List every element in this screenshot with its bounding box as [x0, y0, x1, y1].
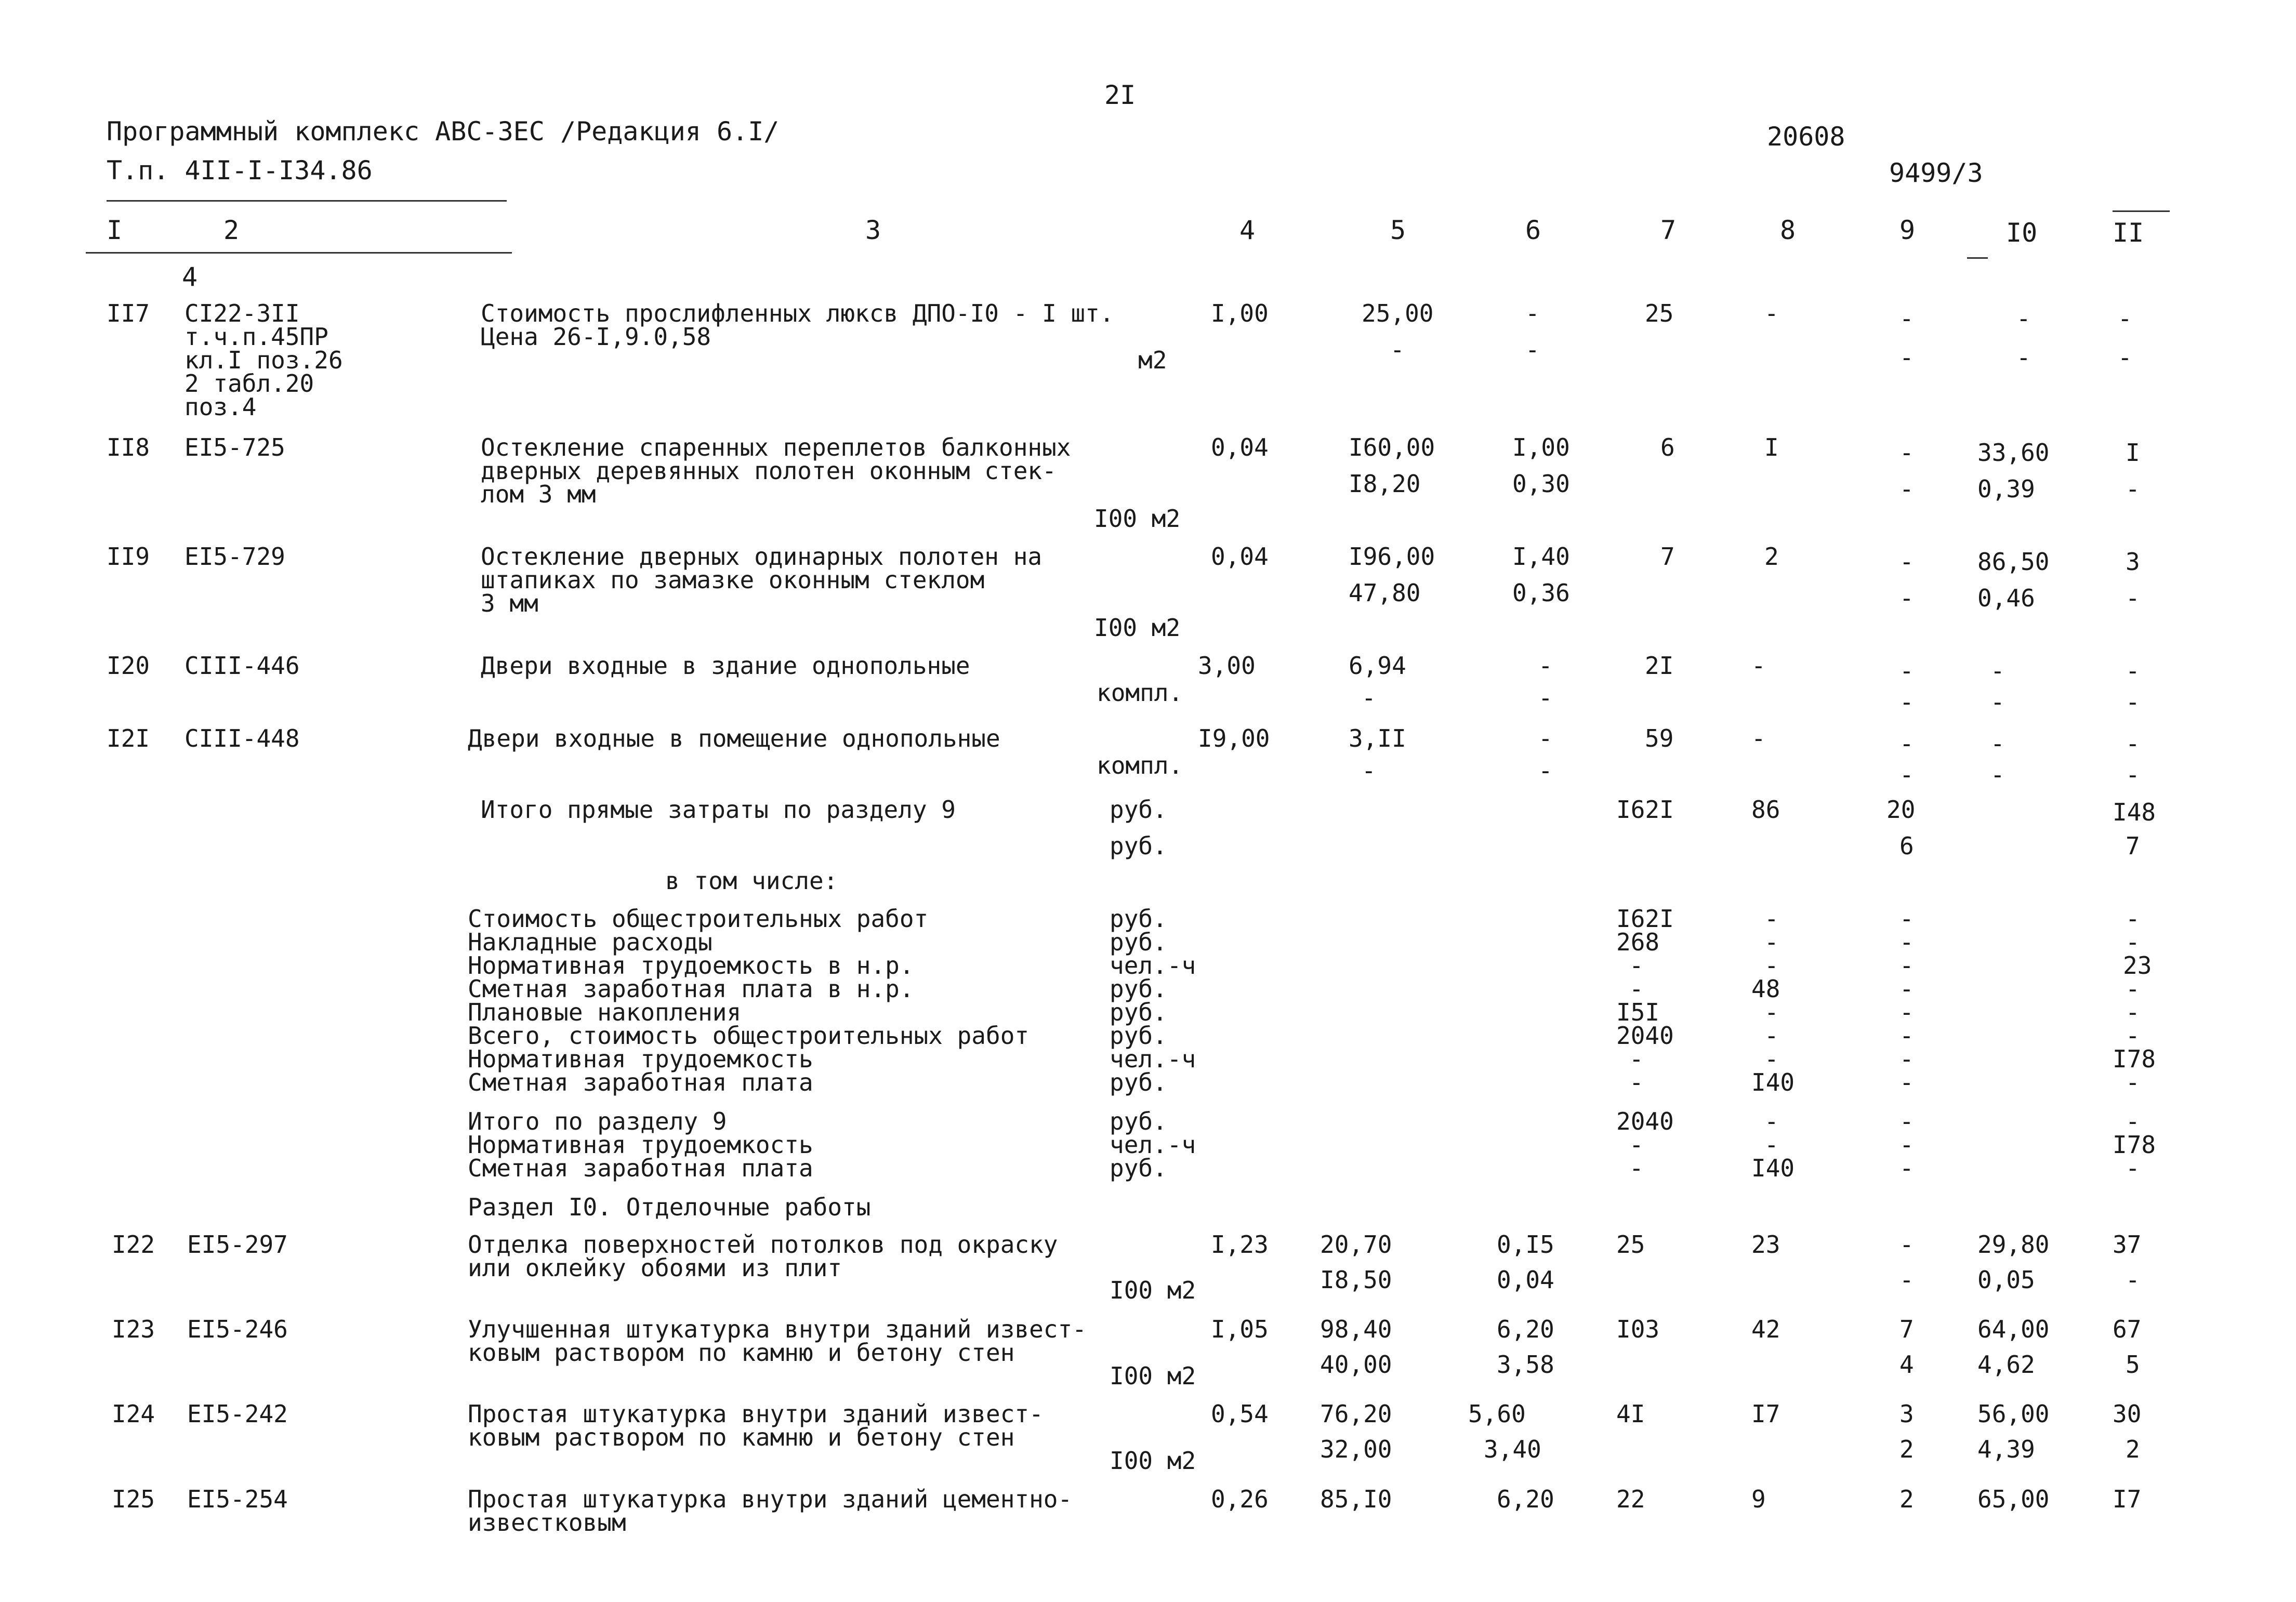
row-number: II9: [107, 542, 150, 571]
column-header: 2: [223, 215, 240, 245]
cell-col9: -: [1899, 688, 1914, 716]
row-number: I22: [112, 1230, 155, 1259]
column-header: I0: [2006, 218, 2038, 248]
cell-col5: I96,00: [1349, 542, 1435, 571]
summary-col7: I62I: [1616, 905, 1674, 933]
cell-col11: -: [2126, 657, 2140, 685]
cell-col5: -: [1362, 684, 1376, 712]
section-total-col11: -: [2126, 1107, 2140, 1135]
cell-col7: 59: [1645, 724, 1674, 752]
cell-col4: I,05: [1211, 1315, 1269, 1343]
row-code-detail: кл.I поз.26: [184, 346, 343, 374]
cell-col4: 0,04: [1211, 542, 1269, 571]
cell-col6: -: [1538, 652, 1553, 680]
row-unit: м2: [1138, 346, 1167, 374]
page-number: 2I: [1104, 80, 1136, 110]
cell-col6: -: [1538, 684, 1553, 712]
cell-col10: -: [2016, 304, 2031, 333]
totals-unit: руб.: [1110, 832, 1167, 860]
cell-col6: 0,30: [1512, 470, 1570, 498]
column-header: 4: [1239, 215, 1256, 245]
summary-col9: -: [1899, 975, 1914, 1003]
row-code: CIII-448: [184, 724, 300, 752]
summary-label: Сметная заработная плата: [468, 1068, 813, 1096]
summary-col7: -: [1629, 1045, 1644, 1073]
cell-col7: 4I: [1616, 1400, 1645, 1428]
summary-col8: -: [1764, 928, 1779, 956]
section-total-col9: -: [1899, 1154, 1914, 1182]
summary-unit: руб.: [1110, 905, 1167, 933]
section-total-col11: -: [2126, 1154, 2140, 1182]
cell-col11: 3: [2126, 548, 2140, 576]
section-total-col8: -: [1764, 1107, 1779, 1135]
cell-col5: 32,00: [1320, 1435, 1392, 1463]
cell-col10: 4,39: [1977, 1435, 2035, 1463]
row-code-detail: 2 табл.20: [184, 369, 314, 398]
summary-col7: 2040: [1616, 1022, 1674, 1050]
summary-col9: -: [1899, 1022, 1914, 1050]
summary-col11: -: [2126, 905, 2140, 933]
cell-col11: 30: [2113, 1400, 2142, 1428]
summary-col7: -: [1629, 975, 1644, 1003]
summary-col11: -: [2126, 975, 2140, 1003]
cell-col9: -: [1899, 343, 1914, 372]
cell-col4: 3,00: [1198, 652, 1256, 680]
cell-col9: -: [1899, 730, 1914, 758]
cell-col11: -: [2126, 730, 2140, 758]
cell-col11: 5: [2126, 1351, 2140, 1379]
cell-col6: 0,36: [1512, 579, 1570, 607]
row-number: I23: [112, 1315, 155, 1343]
summary-label: Всего, стоимость общестроительных работ: [468, 1022, 1030, 1050]
cell-col8: I7: [1751, 1400, 1780, 1428]
cell-col7: 25: [1616, 1230, 1645, 1259]
cell-col8: I: [1764, 433, 1779, 461]
row-description: дверных деревянных полотен оконным стек-: [481, 457, 1057, 485]
cell-col4: 0,26: [1211, 1485, 1269, 1513]
summary-col11: -: [2126, 998, 2140, 1026]
column-header: 3: [865, 215, 881, 245]
section-title: Раздел I0. Отделочные работы: [468, 1193, 871, 1221]
cell-col11: -: [2126, 475, 2140, 503]
cell-col4: I9,00: [1198, 724, 1270, 752]
row-unit: I00 м2: [1110, 1447, 1196, 1475]
row-code: EI5-297: [187, 1230, 288, 1259]
cell-col10: 64,00: [1977, 1315, 2050, 1343]
cell-col10: -: [1990, 657, 2005, 685]
cell-col10: 65,00: [1977, 1485, 2050, 1513]
summary-label: Сметная заработная плата в н.р.: [468, 975, 914, 1003]
cell-col9: -: [1899, 1266, 1914, 1294]
cell-col7: 22: [1616, 1485, 1645, 1513]
cell-col6: 3,58: [1497, 1351, 1554, 1379]
summary-col11: 23: [2123, 951, 2152, 979]
totals-col9: 6: [1899, 832, 1914, 860]
row-number: II7: [107, 299, 150, 327]
row-code: EI5-729: [184, 542, 285, 571]
cell-col10: -: [1990, 730, 2005, 758]
cell-col11: 67: [2113, 1315, 2142, 1343]
row-description: ковым раствором по камню и бетону стен: [468, 1423, 1015, 1451]
section-total-col11: I78: [2113, 1131, 2156, 1159]
cell-col10: 56,00: [1977, 1400, 2050, 1428]
cell-col7: I03: [1616, 1315, 1660, 1343]
cell-col11: 2: [2126, 1435, 2140, 1463]
totals-col11: I48: [2113, 798, 2156, 826]
cell-col9: -: [1899, 1230, 1914, 1259]
row-code: CI22-3II: [184, 299, 300, 327]
cell-col4: 0,04: [1211, 433, 1269, 461]
cell-col9: 4: [1899, 1351, 1914, 1379]
totals-col11: 7: [2126, 832, 2140, 860]
cell-col6: 0,I5: [1497, 1230, 1554, 1259]
section-total-col9: -: [1899, 1131, 1914, 1159]
cell-col9: -: [1899, 548, 1914, 576]
summary-label: Накладные расходы: [468, 928, 712, 956]
row-code: EI5-725: [184, 433, 285, 461]
summary-col8: -: [1764, 905, 1779, 933]
cell-col10: -: [1990, 688, 2005, 716]
cell-col11: 37: [2113, 1230, 2142, 1259]
row-description: лом 3 мм: [481, 480, 596, 508]
including-label: в том числе:: [665, 867, 838, 895]
totals-label: Итого прямые затраты по разделу 9: [481, 796, 956, 824]
cell-col8: 23: [1751, 1230, 1780, 1259]
row-code: EI5-254: [187, 1485, 288, 1513]
row-code: EI5-246: [187, 1315, 288, 1343]
row-description: 3 мм: [481, 589, 538, 617]
summary-unit: руб.: [1110, 1022, 1167, 1050]
cell-col5: 6,94: [1349, 652, 1406, 680]
cell-col9: -: [1899, 475, 1914, 503]
header-rule-bottom: [86, 252, 512, 254]
cell-col5: I60,00: [1349, 433, 1435, 461]
row-unit: I00 м2: [1110, 1276, 1196, 1304]
column-header: 7: [1660, 215, 1677, 245]
row-description: Двери входные в помещение однопольные: [468, 724, 1000, 752]
row-description: Остекление спаренных переплетов балконных: [481, 433, 1071, 461]
cell-col11: -: [2126, 761, 2140, 789]
row-description: Стоимость прослифленных люксв ДПО-I0 - I шт.: [481, 299, 1114, 327]
cell-col10: 29,80: [1977, 1230, 2050, 1259]
cell-col9: -: [1899, 439, 1914, 467]
cell-col9: -: [1899, 304, 1914, 333]
sheet-code: 9499/3: [1889, 158, 1983, 188]
summary-col7: 268: [1616, 928, 1660, 956]
summary-col9: -: [1899, 928, 1914, 956]
summary-unit: руб.: [1110, 975, 1167, 1003]
cell-col6: 3,40: [1484, 1435, 1541, 1463]
row-number: I25: [112, 1485, 155, 1513]
cell-col6: I,00: [1512, 433, 1570, 461]
cell-col5: 47,80: [1349, 579, 1421, 607]
cell-col8: -: [1751, 652, 1766, 680]
cell-col8: 42: [1751, 1315, 1780, 1343]
row-code: CIII-446: [184, 652, 300, 680]
row-code-detail: поз.4: [184, 393, 257, 421]
row-code: EI5-242: [187, 1400, 288, 1428]
column-header: I: [107, 215, 123, 245]
summary-unit: руб.: [1110, 928, 1167, 956]
cell-col5: 40,00: [1320, 1351, 1392, 1379]
cell-col6: -: [1538, 724, 1553, 752]
row-unit: I00 м2: [1094, 614, 1181, 642]
row-description: ковым раствором по камню и бетону стен: [468, 1339, 1015, 1367]
cell-col7: 25: [1645, 299, 1674, 327]
cell-col8: 2: [1764, 542, 1779, 571]
summary-col11: -: [2126, 1068, 2140, 1096]
summary-col11: I78: [2113, 1045, 2156, 1073]
header-rule-col10: [1967, 257, 1988, 259]
cell-col10: 33,60: [1977, 439, 2050, 467]
cell-col9: -: [1899, 584, 1914, 612]
totals-col9: 20: [1886, 796, 1916, 824]
section-total-col7: 2040: [1616, 1107, 1674, 1135]
summary-col7: I5I: [1616, 998, 1660, 1026]
cell-col5: 76,20: [1320, 1400, 1392, 1428]
cell-col7: 7: [1660, 542, 1675, 571]
cell-col5: 20,70: [1320, 1230, 1392, 1259]
section-total-col7: -: [1629, 1131, 1644, 1159]
summary-col9: -: [1899, 1045, 1914, 1073]
row-code-detail: т.ч.п.45ПР: [184, 323, 328, 351]
row-unit: I00 м2: [1094, 505, 1181, 533]
cell-col11: I: [2126, 439, 2140, 467]
totals-col7: I62I: [1616, 796, 1674, 824]
summary-col9: -: [1899, 951, 1914, 979]
row-unit: компл.: [1097, 679, 1183, 707]
summary-label: Нормативная трудоемкость: [468, 1045, 813, 1073]
cell-col10: 0,46: [1977, 584, 2035, 612]
summary-col8: 48: [1751, 975, 1780, 1003]
section-total-col8: I40: [1751, 1154, 1795, 1182]
cell-col11: -: [2118, 304, 2132, 333]
cell-col5: 25,00: [1362, 299, 1434, 327]
row-description: Отделка поверхностей потолков под окраску: [468, 1230, 1058, 1259]
cell-col10: 86,50: [1977, 548, 2050, 576]
cell-col9: -: [1899, 657, 1914, 685]
column-header: 6: [1525, 215, 1541, 245]
cell-col6: -: [1538, 757, 1553, 785]
cell-col5: 85,I0: [1320, 1485, 1392, 1513]
header-rule-top: [107, 200, 507, 202]
row-description: Простая штукатурка внутри зданий извест-: [468, 1400, 1044, 1428]
totals-unit: руб.: [1110, 796, 1167, 824]
section-total-col7: -: [1629, 1154, 1644, 1182]
summary-unit: руб.: [1110, 998, 1167, 1026]
summary-col8: -: [1764, 951, 1779, 979]
cell-col6: -: [1525, 299, 1540, 327]
cell-col6: 6,20: [1497, 1315, 1554, 1343]
cell-col4: I,23: [1211, 1230, 1269, 1259]
row-unit: I00 м2: [1110, 1362, 1196, 1390]
cell-col9: 2: [1899, 1435, 1914, 1463]
section-total-col8: -: [1764, 1131, 1779, 1159]
cell-col4: I,00: [1211, 299, 1269, 327]
column-header: 9: [1899, 215, 1916, 245]
cell-col8: 9: [1751, 1485, 1766, 1513]
summary-label: Нормативная трудоемкость в н.р.: [468, 951, 914, 979]
row-unit: компл.: [1097, 751, 1183, 779]
summary-label: Стоимость общестроительных работ: [468, 905, 929, 933]
section-total-label: Нормативная трудоемкость: [468, 1131, 813, 1159]
cell-col5: I8,50: [1320, 1266, 1392, 1294]
section-total-col9: -: [1899, 1107, 1914, 1135]
cell-col11: -: [2126, 584, 2140, 612]
project-code: Т.п. 4II-I-I34.86: [107, 155, 373, 186]
column-header: II: [2113, 218, 2144, 248]
cell-col6: -: [1525, 336, 1540, 364]
cell-col6: I,40: [1512, 542, 1570, 571]
summary-col11: -: [2126, 928, 2140, 956]
cell-col6: 5,60: [1468, 1400, 1526, 1428]
row-description: Улучшенная штукатурка внутри зданий извест-: [468, 1315, 1087, 1343]
summary-col8: -: [1764, 1045, 1779, 1073]
row-description: известковым: [468, 1508, 626, 1537]
row-description: или оклейку обоями из плит: [468, 1254, 842, 1282]
cell-col7: 6: [1660, 433, 1675, 461]
cell-col7: 2I: [1645, 652, 1674, 680]
cell-col11: -: [2126, 688, 2140, 716]
cell-col11: -: [2118, 343, 2132, 372]
cell-col6: 6,20: [1497, 1485, 1554, 1513]
row-number: I24: [112, 1400, 155, 1428]
row-number: I2I: [107, 724, 150, 752]
section-total-unit: руб.: [1110, 1107, 1167, 1135]
cell-col9: 7: [1899, 1315, 1914, 1343]
summary-col8: -: [1764, 1022, 1779, 1050]
column-header: 8: [1780, 215, 1796, 245]
section-total-label: Сметная заработная плата: [468, 1154, 813, 1182]
row-number: II8: [107, 433, 150, 461]
summary-col7: -: [1629, 951, 1644, 979]
summary-col9: -: [1899, 998, 1914, 1026]
summary-label: Плановые накопления: [468, 998, 742, 1026]
cell-col4: 0,54: [1211, 1400, 1269, 1428]
summary-col8: -: [1764, 998, 1779, 1026]
row-description: Остекление дверных одинарных полотен на: [481, 542, 1043, 571]
row-description: Простая штукатурка внутри зданий цементно-: [468, 1485, 1073, 1513]
program-title: Программный комплекс АВС-3ЕС /Редакция 6.I/: [107, 116, 780, 147]
cell-col5: 3,II: [1349, 724, 1406, 752]
cell-col10: 4,62: [1977, 1351, 2035, 1379]
row-description: Двери входные в здание однопольные: [481, 652, 970, 680]
cell-col5: 98,40: [1320, 1315, 1392, 1343]
cell-col5: I8,20: [1349, 470, 1421, 498]
summary-col9: -: [1899, 905, 1914, 933]
section-total-unit: чел.-ч: [1110, 1131, 1196, 1159]
header-rule-right: [2113, 210, 2170, 212]
column-header: 5: [1390, 215, 1406, 245]
cell-col8: -: [1751, 724, 1766, 752]
cell-col10: 0,05: [1977, 1266, 2035, 1294]
row-description: Цена 26-I,9.0,58: [481, 323, 711, 351]
cell-col10: -: [2016, 343, 2031, 372]
cell-col6: 0,04: [1497, 1266, 1554, 1294]
cell-col11: I7: [2113, 1485, 2142, 1513]
cell-col9: 2: [1899, 1485, 1914, 1513]
summary-col9: -: [1899, 1068, 1914, 1096]
cell-col9: -: [1899, 761, 1914, 789]
totals-col8: 86: [1751, 796, 1780, 824]
summary-col11: -: [2126, 1022, 2140, 1050]
summary-col8: I40: [1751, 1068, 1795, 1096]
section-total-unit: руб.: [1110, 1154, 1167, 1182]
cell-col10: -: [1990, 761, 2005, 789]
cell-col9: 3: [1899, 1400, 1914, 1428]
summary-unit: чел.-ч: [1110, 1045, 1196, 1073]
column-subheader: 4: [182, 262, 198, 292]
cell-col5: -: [1362, 757, 1376, 785]
cell-col8: -: [1764, 299, 1779, 327]
cell-col11: -: [2126, 1266, 2140, 1294]
row-number: I20: [107, 652, 150, 680]
section-total-label: Итого по разделу 9: [468, 1107, 727, 1135]
cell-col5: -: [1390, 336, 1405, 364]
summary-unit: руб.: [1110, 1068, 1167, 1096]
summary-unit: чел.-ч: [1110, 951, 1196, 979]
cell-col10: 0,39: [1977, 475, 2035, 503]
summary-col7: -: [1629, 1068, 1644, 1096]
document-code: 20608: [1767, 122, 1845, 152]
row-description: штапиках по замазке оконным стеклом: [481, 566, 985, 594]
